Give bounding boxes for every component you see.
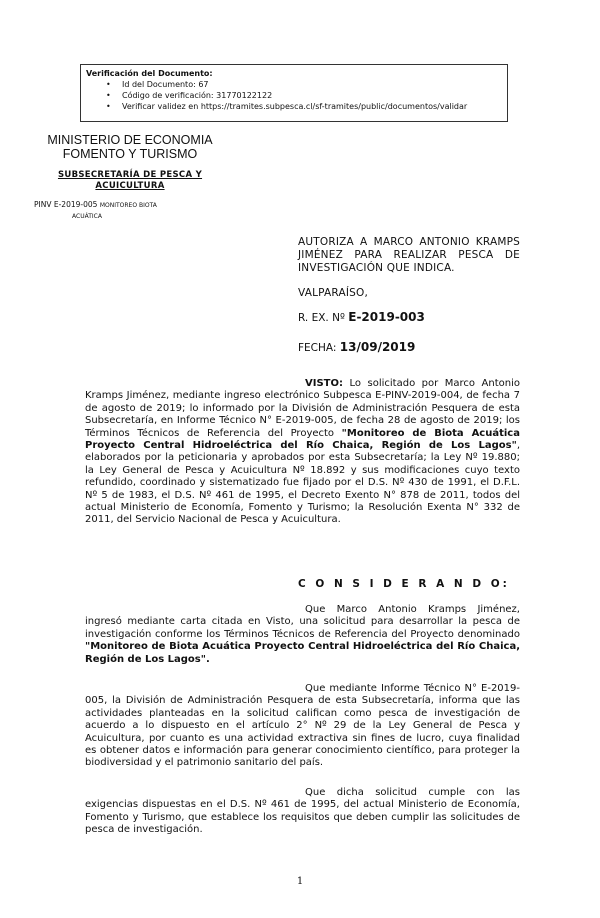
ministry-line-1: MINISTERIO DE ECONOMIA bbox=[47, 133, 213, 147]
resolution-value: E-2019-003 bbox=[348, 310, 425, 324]
considerando-heading: C O N S I D E R A N D O: bbox=[298, 578, 510, 590]
verification-code: • Código de verificación: 31770122122 bbox=[122, 90, 502, 101]
reference-code bbox=[34, 200, 224, 222]
reference-desc-2: ACUÁTICA bbox=[72, 213, 102, 220]
reference-code-number: PINV E-2019-005 bbox=[34, 200, 98, 209]
visto-project: "Monitoreo de Biota Acuática Proyecto Central Hidroeléctrica del Río Chaica, Región de Los Lagos" bbox=[85, 427, 520, 452]
considerando-2 bbox=[85, 683, 520, 770]
visto-text-a: Lo solicitado por Marco Antonio Kramps Jiménez, mediante ingreso electrónico Subpesca E-PINV-2019-004, de fecha 7 de agosto de 2019; lo informado por la División de Administración Pesquera de esta Subsecretaría, en Informe Técnico N° E-2019-005, de fecha 28 de agosto de 2019; los Términos Técnicos de Referencia del Proyecto bbox=[85, 378, 520, 439]
verification-list bbox=[86, 79, 502, 112]
verification-link[interactable]: • Verificar validez en https://tramites.subpesca.cl/sf-tramites/public/documentos/validar bbox=[122, 101, 502, 112]
date-value: 13/09/2019 bbox=[339, 340, 416, 354]
considerando-3-text: Que dicha solicitud cumple con las exigencias dispuestas en el D.S. Nº 461 de 1995, del actual Ministerio de Economía, Fomento y Turismo, que establece los requisitos que deben cumplir las solicitudes de pesca de investigación. bbox=[85, 787, 520, 836]
date-label: FECHA: bbox=[298, 342, 337, 354]
ministry-line-2: FOMENTO Y TURISMO bbox=[62, 147, 198, 161]
ministry-name bbox=[40, 133, 220, 161]
considerando-3 bbox=[85, 787, 520, 837]
subsecretaria-name bbox=[40, 170, 220, 192]
considerando-1 bbox=[85, 604, 520, 666]
considerando-1-project: "Monitoreo de Biota Acuática Proyecto Central Hidroeléctrica del Río Chaica, Región de Los Lagos". bbox=[85, 641, 520, 665]
city: VALPARAÍSO, bbox=[298, 287, 369, 299]
verification-title: Verificación del Documento: bbox=[86, 69, 213, 78]
visto-label: VISTO: bbox=[305, 378, 343, 389]
verification-box bbox=[80, 64, 508, 122]
subsecretaria-line-2: ACUICULTURA bbox=[95, 181, 165, 191]
resolution-number bbox=[298, 310, 425, 324]
visto-text-b: , elaborados por la peticionaria y aprobados por esta Subsecretaría; la Ley Nº 19.880; la Ley General de Pesca y Acuicultura Nº 18.892 y sus modificaciones cuyo texto refundido, coordinado y sistematizado fue fijado por el D.S. Nº 430 de 1991, el D.F.L. Nº 5 de 1983, el D.S. Nº 461 de 1995, el Decreto Exento N° 878 de 2011, todos del actual Ministerio de Economía, Fomento y Turismo; la Resolución Exenta N° 332 de 2011, del Servicio Nacional de Pesca y Acuicultura. bbox=[85, 440, 520, 526]
visto-paragraph bbox=[85, 378, 520, 527]
resolution-label: R. EX. Nº bbox=[298, 312, 345, 324]
page-number: 1 bbox=[296, 876, 304, 887]
document-summary: AUTORIZA A MARCO ANTONIO KRAMPS JIMÉNEZ PARA REALIZAR PESCA DE INVESTIGACIÓN QUE INDICA. bbox=[298, 236, 520, 274]
resolution-date bbox=[298, 340, 415, 354]
subsecretaria-line-1: SUBSECRETARÍA DE PESCA Y bbox=[57, 170, 203, 180]
reference-desc-1: MONITOREO BIOTA bbox=[99, 202, 157, 209]
considerando-2-text: Que mediante Informe Técnico N° E-2019-005, la División de Administración Pesquera de esta Subsecretaría, informa que las actividades planteadas en la solicitud califican como pesca de investigación de acuerdo a lo dispuesto en el artículo 2° Nº 29 de la Ley General de Pesca y Acuicultura, por cuanto es una actividad extractiva sin fines de lucro, cuya finalidad es obtener datos e información para generar conocimiento científico, para proteger la biodiversidad y el patrimonio sanitario del país. bbox=[85, 683, 520, 769]
considerando-1-text: Que Marco Antonio Kramps Jiménez, ingresó mediante carta citada en Visto, una solicitud para desarrollar la pesca de investigación conforme los Términos Técnicos de Referencia del Proyecto denominado bbox=[85, 604, 520, 640]
verification-id: • Id del Documento: 67 bbox=[122, 79, 502, 90]
